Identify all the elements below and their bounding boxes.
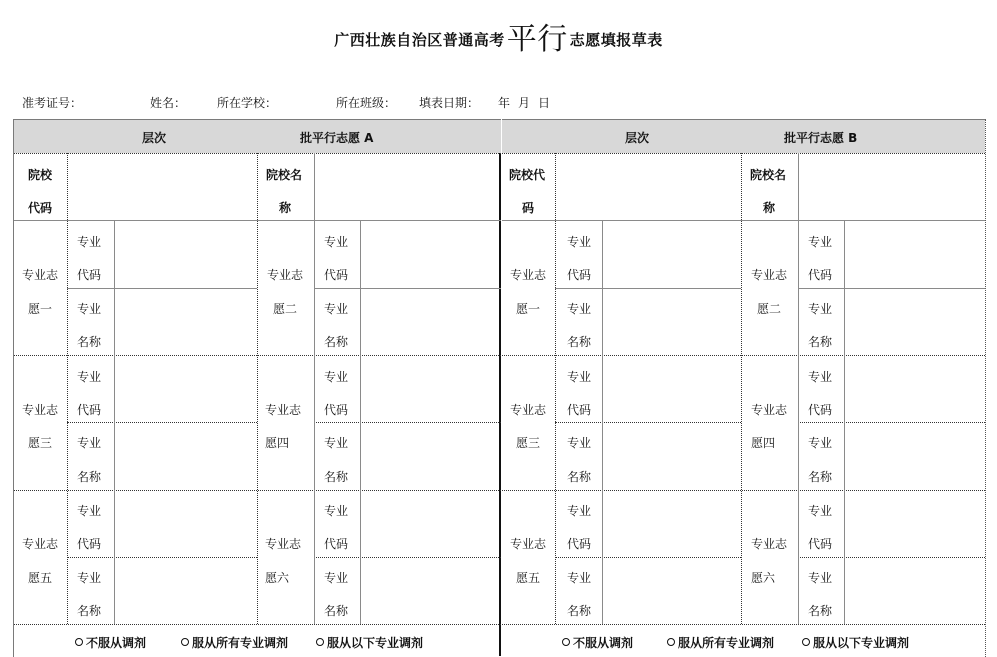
panel-a-pref-4-label-1: 专业志 [265, 403, 302, 417]
panel-b-level-label: 层次 [625, 131, 650, 145]
panel-b-pref-3-label-2: 愿三 [516, 436, 541, 450]
radio-circle-icon[interactable] [562, 638, 570, 646]
major-name-label-1: 专业 [567, 302, 592, 316]
major-name-label-2: 名称 [324, 335, 349, 349]
option-adjust-all[interactable]: 服从所有专业调剂 [667, 634, 774, 651]
panel-b-pref-6-label-1: 专业志 [751, 537, 788, 551]
panel-b-pref-6-label-2: 愿六 [751, 571, 776, 585]
panel-b [502, 119, 986, 657]
major-code-label-2: 代码 [77, 537, 102, 551]
major-code-label-2: 代码 [324, 403, 349, 417]
option-no-adjust[interactable]: 不服从调剂 [75, 634, 146, 651]
major-name-label-2: 名称 [808, 604, 833, 618]
major-code-label-1: 专业 [567, 504, 592, 518]
panel-a-pref-5-label-1: 专业志 [22, 537, 59, 551]
major-name-label-2: 名称 [808, 335, 833, 349]
option-adjust-all[interactable]: 服从所有专业调剂 [181, 634, 288, 651]
major-name-label-2: 名称 [324, 470, 349, 484]
major-code-label-1: 专业 [567, 235, 592, 249]
radio-circle-icon[interactable] [181, 638, 189, 646]
major-code-label-1: 专业 [77, 370, 102, 384]
form-title [0, 14, 997, 58]
major-code-label-2: 代码 [77, 403, 102, 417]
major-name-label-1: 专业 [77, 436, 102, 450]
class-label: 所在班级： [336, 96, 397, 110]
panel-a-pref-2-label-2: 愿二 [273, 302, 298, 316]
panel-a-school-name-label-2: 称 [279, 201, 292, 215]
year-label: 年 [498, 96, 511, 110]
title-prefix: 广西壮族自治区普通高考 [334, 31, 505, 49]
major-code-label-2: 代码 [77, 268, 102, 282]
school-label: 所在学校： [217, 96, 278, 110]
major-name-label-1: 专业 [324, 302, 349, 316]
major-name-label-1: 专业 [808, 571, 833, 585]
panel-b-header [502, 120, 985, 153]
major-code-label-1: 专业 [808, 370, 833, 384]
panel-a-pref-1-label-1: 专业志 [22, 268, 59, 282]
major-code-label-2: 代码 [324, 268, 349, 282]
panel-b-pref-2-label-2: 愿二 [757, 302, 782, 316]
major-code-label-2: 代码 [808, 268, 833, 282]
panel-b-school-name-label-1: 院校名 [750, 168, 787, 182]
radio-circle-icon[interactable] [667, 638, 675, 646]
name-label: 姓名： [150, 96, 187, 110]
major-code-label-2: 代码 [324, 537, 349, 551]
radio-circle-icon[interactable] [75, 638, 83, 646]
major-name-label-2: 名称 [567, 335, 592, 349]
major-code-label-1: 专业 [77, 504, 102, 518]
panel-a-pref-2-label-1: 专业志 [267, 268, 304, 282]
major-name-label-1: 专业 [567, 571, 592, 585]
major-name-label-2: 名称 [808, 470, 833, 484]
panel-b-school-name-label-2: 称 [763, 201, 776, 215]
panel-a-pref-3-label-1: 专业志 [22, 403, 59, 417]
panel-b-school-code-label-2: 码 [522, 201, 535, 215]
panel-b-pref-4-label-2: 愿四 [751, 436, 776, 450]
major-code-label-2: 代码 [567, 537, 592, 551]
panel-a-school-code-label-1: 院校 [28, 168, 53, 182]
major-code-label-1: 专业 [567, 370, 592, 384]
option-adjust-listed[interactable]: 服从以下专业调剂 [316, 634, 423, 651]
panel-a-pref-1-label-2: 愿一 [28, 302, 53, 316]
major-code-label-1: 专业 [324, 235, 349, 249]
radio-circle-icon[interactable] [802, 638, 810, 646]
panel-b-pref-1-label-1: 专业志 [510, 268, 547, 282]
major-name-label-1: 专业 [808, 302, 833, 316]
panel-a [13, 119, 501, 657]
major-name-label-2: 名称 [77, 470, 102, 484]
date-label: 填表日期： [419, 96, 480, 110]
panel-a-school-name-label-1: 院校名 [266, 168, 303, 182]
panel-a-header [14, 120, 501, 153]
panel-b-pref-5-label-1: 专业志 [510, 537, 547, 551]
major-name-label-2: 名称 [567, 470, 592, 484]
panel-a-batch-label: 批平行志愿 A [300, 131, 374, 145]
major-name-label-2: 名称 [324, 604, 349, 618]
major-code-label-1: 专业 [808, 235, 833, 249]
title-suffix: 志愿填报草表 [569, 31, 663, 49]
option-adjust-listed[interactable]: 服从以下专业调剂 [802, 634, 909, 651]
radio-circle-icon[interactable] [316, 638, 324, 646]
panel-a-pref-3-label-2: 愿三 [28, 436, 53, 450]
panel-b-batch-label: 批平行志愿 B [784, 131, 858, 145]
major-name-label-1: 专业 [808, 436, 833, 450]
major-name-label-1: 专业 [567, 436, 592, 450]
month-label: 月 [518, 96, 531, 110]
major-code-label-1: 专业 [324, 370, 349, 384]
panel-a-pref-6-label-2: 愿六 [265, 571, 290, 585]
major-name-label-1: 专业 [77, 571, 102, 585]
panel-b-school-code-label-1: 院校代 [509, 168, 546, 182]
major-name-label-1: 专业 [77, 302, 102, 316]
panel-b-pref-5-label-2: 愿五 [516, 571, 541, 585]
panel-b-pref-1-label-2: 愿一 [516, 302, 541, 316]
major-code-label-2: 代码 [808, 537, 833, 551]
option-no-adjust[interactable]: 不服从调剂 [562, 634, 633, 651]
major-name-label-2: 名称 [77, 335, 102, 349]
title-big-text: 平行 [506, 22, 568, 57]
major-code-label-2: 代码 [567, 268, 592, 282]
panel-b-pref-4-label-1: 专业志 [751, 403, 788, 417]
major-code-label-2: 代码 [567, 403, 592, 417]
panel-a-school-code-label-2: 代码 [28, 201, 53, 215]
panel-a-pref-5-label-2: 愿五 [28, 571, 53, 585]
panel-b-pref-3-label-1: 专业志 [510, 403, 547, 417]
day-label: 日 [538, 96, 551, 110]
major-code-label-1: 专业 [77, 235, 102, 249]
major-name-label-2: 名称 [567, 604, 592, 618]
panel-b-pref-2-label-1: 专业志 [751, 268, 788, 282]
major-code-label-1: 专业 [808, 504, 833, 518]
panel-a-pref-4-label-2: 愿四 [265, 436, 290, 450]
panel-a-level-label: 层次 [142, 131, 167, 145]
exam-number-label: 准考证号： [22, 96, 83, 110]
panel-a-pref-6-label-1: 专业志 [265, 537, 302, 551]
major-name-label-1: 专业 [324, 436, 349, 450]
major-name-label-2: 名称 [77, 604, 102, 618]
major-name-label-1: 专业 [324, 571, 349, 585]
major-code-label-2: 代码 [808, 403, 833, 417]
major-code-label-1: 专业 [324, 504, 349, 518]
